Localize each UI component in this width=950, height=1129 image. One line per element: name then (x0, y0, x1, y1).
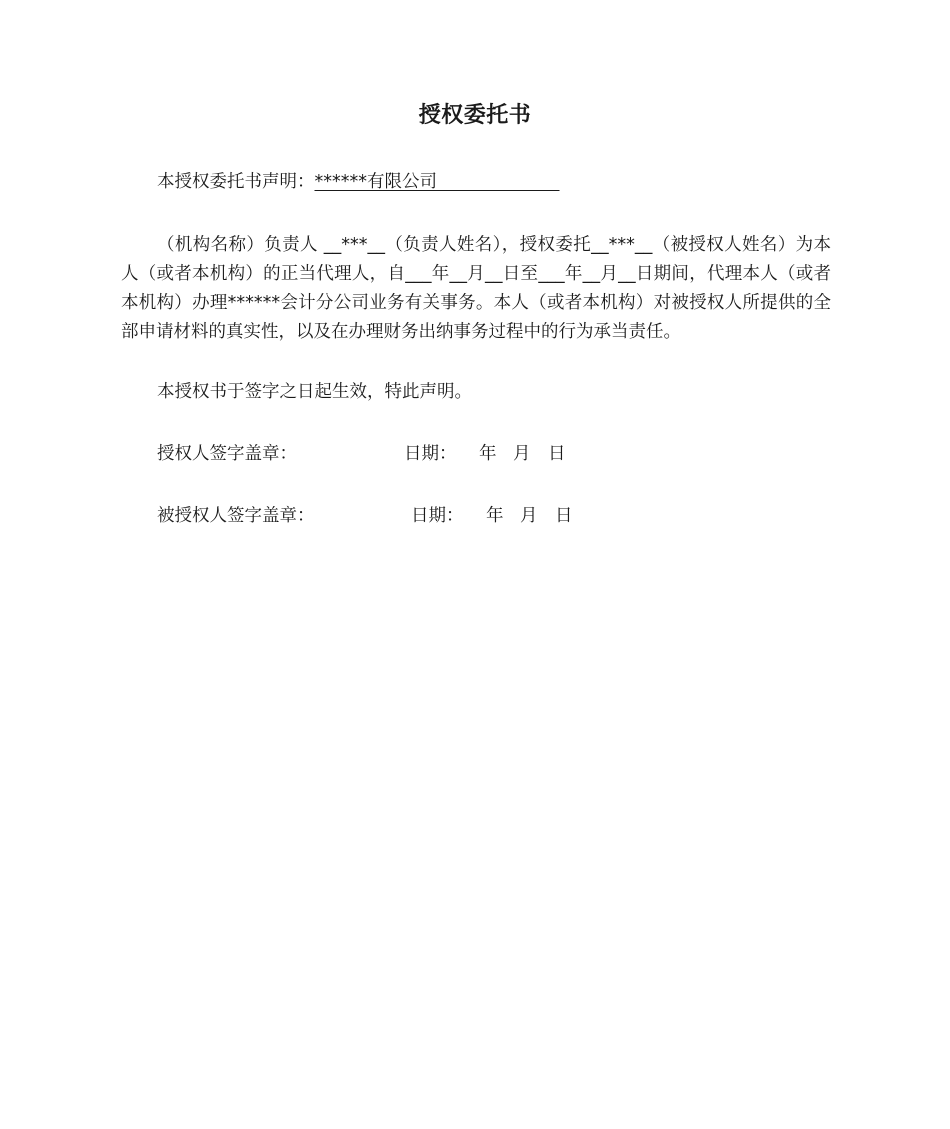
grantee-date-year: 年 (486, 506, 504, 526)
grantee-date-month: 月 (520, 506, 538, 526)
declaration-label: 本授权委托书声明： (157, 172, 315, 192)
blank-agent-name: __***__ (591, 235, 653, 255)
grantor-signature-label: 授权人签字盖章： (157, 444, 297, 464)
grantee-signature-label: 被授权人签字盖章： (157, 506, 315, 526)
grantor-date-day: 日 (548, 444, 566, 464)
grantor-date-label: 日期： (404, 444, 457, 464)
body-paragraph: （机构名称）负责人 __***__（负责人姓名），授权委托__***__（被授权人姓名）为本人（或者本机构）的正当代理人，自___年__月__日至___年__月__日期间，代理本人（或者本机构）办理******会计分公司业务有关事务。本人（或者本机构）对被授权人所提供的全部申请材料的真实性，以及在办理财务出纳事务过程中的行为承当责任。 (121, 235, 832, 342)
effective-statement: 本授权书于签字之日起生效，特此声明。 (157, 382, 472, 402)
signature-row-grantee (157, 505, 573, 527)
declaration-company: ******有限公司 (314, 172, 437, 192)
grantee-date-day: 日 (555, 506, 573, 526)
grantee-date-label: 日期： (411, 506, 464, 526)
grantor-date-year: 年 (479, 444, 497, 464)
blank-principal-name: __***__ (323, 235, 386, 255)
signature-row-grantor (157, 443, 566, 465)
grantor-date-month: 月 (513, 444, 531, 464)
document-title: 授权委托书 (418, 103, 532, 128)
declaration-line (157, 171, 560, 193)
